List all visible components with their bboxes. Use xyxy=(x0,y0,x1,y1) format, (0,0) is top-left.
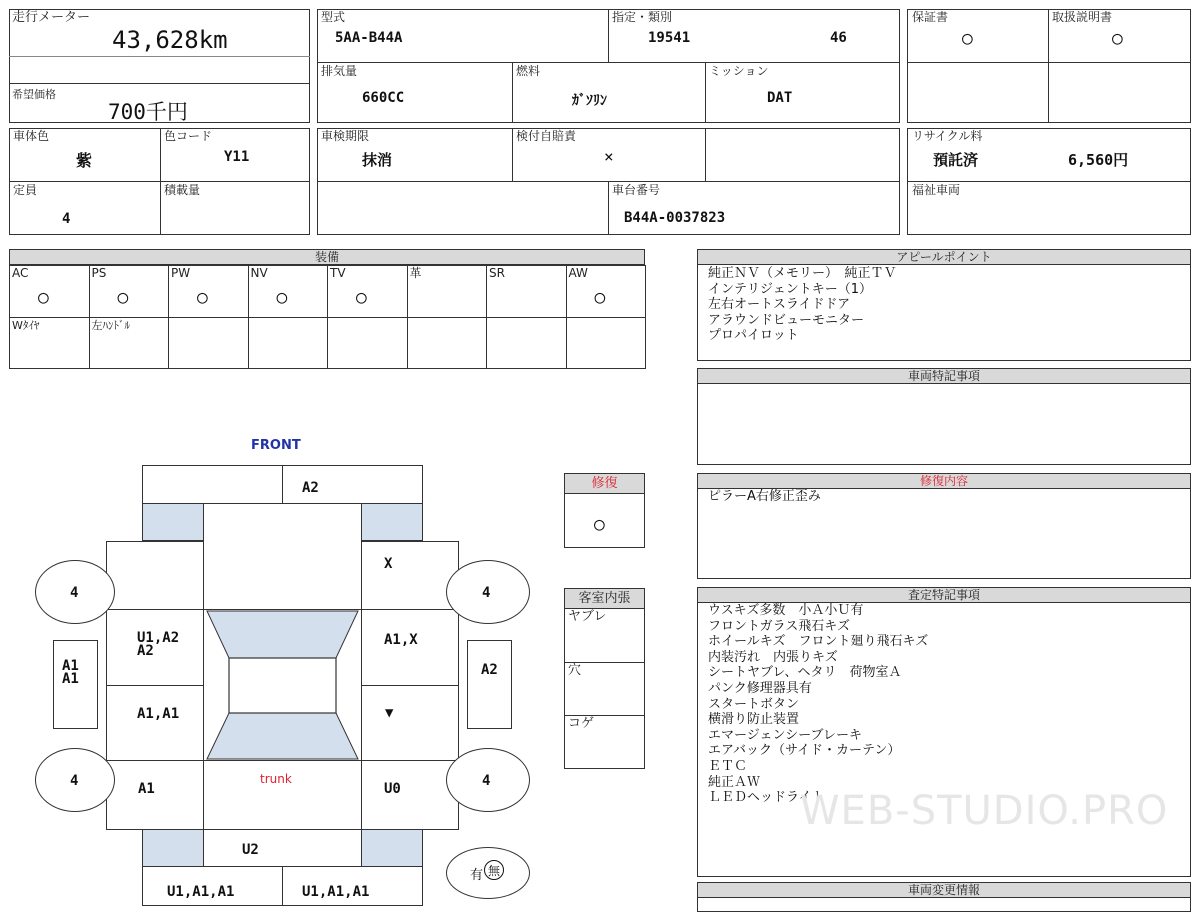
right-front-door-label: A1,X xyxy=(384,632,418,648)
designation-value-1: 19541 xyxy=(648,30,691,46)
chassis-value: B44A-0037823 xyxy=(624,210,726,226)
displacement-label: 排気量 xyxy=(321,64,358,78)
hood[interactable] xyxy=(203,503,362,610)
model-value: 5AA-B44A xyxy=(335,30,403,46)
recycle-amount: 6,560円 xyxy=(1068,151,1129,169)
text-line: 純正ＡＷ xyxy=(708,774,761,790)
appeal-title: アピールポイント xyxy=(698,250,1190,265)
equipment-label: AC xyxy=(12,266,29,280)
equipment-mark: ○ xyxy=(594,287,606,308)
transmission-label: ミッション xyxy=(709,64,769,78)
model-label: 型式 xyxy=(321,10,346,24)
fuel-value: ｶﾞｿﾘﾝ xyxy=(572,93,607,109)
inspection-value: 抹消 xyxy=(362,151,393,169)
repair-value: ○ xyxy=(594,514,605,535)
front-label: FRONT xyxy=(251,438,301,453)
equipment-extra-cell-6 xyxy=(407,317,488,369)
right-side-panel[interactable] xyxy=(467,640,512,729)
body-color-label: 車体色 xyxy=(13,129,50,143)
equipment-mark: ○ xyxy=(117,287,129,308)
recycle-status: 預託済 xyxy=(933,151,979,169)
change-info-title: 車両変更情報 xyxy=(698,883,1190,898)
odometer-label: 走行メーター xyxy=(12,10,91,25)
recycle-label: リサイクル料 xyxy=(912,129,983,143)
equipment-extra-cell-3 xyxy=(168,317,249,369)
text-line: フロントガラス飛石キズ xyxy=(708,618,850,634)
interior-row-burn: コゲ xyxy=(568,716,595,731)
wheel-front-right-label: 4 xyxy=(482,585,491,601)
right-rear-door-label: ▼ xyxy=(385,705,394,721)
equipment-extra-cell-5 xyxy=(327,317,408,369)
equipment-title: 装備 xyxy=(10,250,644,265)
equipment-label: AW xyxy=(568,266,588,280)
text-line: ＬＥＤヘッドライト xyxy=(708,790,825,806)
right-front-fender[interactable] xyxy=(361,541,459,610)
color-code-label: 色コード xyxy=(164,129,213,143)
transmission-value: DAT xyxy=(767,90,793,106)
rear-right-pillar xyxy=(361,829,423,867)
interior-row-hole: 穴 xyxy=(568,663,582,678)
spare-tire-ari: 有 xyxy=(470,868,484,883)
designation-value-2: 46 xyxy=(830,30,847,46)
warranty-box xyxy=(907,9,1191,123)
load-label: 積載量 xyxy=(164,183,201,197)
inspector-notes-lines xyxy=(708,603,928,806)
left-rear-fender[interactable] xyxy=(106,760,204,830)
insurance-label: 検付自賠責 xyxy=(516,129,577,143)
rear-panel[interactable] xyxy=(203,829,362,867)
color-code-value: Y11 xyxy=(224,149,250,165)
front-right-pillar xyxy=(361,503,423,541)
text-line: プロパイロット xyxy=(708,328,799,344)
right-side-panel-label: A2 xyxy=(481,662,498,678)
front-left-pillar xyxy=(142,503,204,541)
front-panel-label: A2 xyxy=(302,480,319,496)
text-line: ホイールキズ フロント廻り飛石キズ xyxy=(708,634,929,650)
trunk-label: trunk xyxy=(260,772,292,786)
text-line: シートヤブレ、ヘタリ 荷物室Ａ xyxy=(708,665,902,681)
vehicle-notes-title: 車両特記事項 xyxy=(698,369,1190,384)
inspector-notes-title: 査定特記事項 xyxy=(698,588,1190,603)
rear-bumper-right-label: U1,A1,A1 xyxy=(302,884,370,900)
warranty-value: ○ xyxy=(962,28,973,49)
repair-label: 修復 xyxy=(565,474,644,494)
text-line: 左右オートスライドドア xyxy=(708,297,851,313)
wheel-rear-left-label: 4 xyxy=(70,773,79,789)
spare-tire-nashi: 無 xyxy=(484,860,504,880)
equipment-mark: ○ xyxy=(197,287,208,308)
left-side-panel-label: A1 A1 xyxy=(62,658,79,687)
insurance-value: × xyxy=(604,147,614,166)
manual-value: ○ xyxy=(1112,28,1123,49)
left-rear-door-label: A1,A1 xyxy=(137,706,180,722)
repair-detail-title: 修復内容 xyxy=(698,474,1190,489)
right-rear-fender[interactable] xyxy=(361,760,459,830)
text-line: インテリジェントキー（1） xyxy=(708,281,873,297)
equipment-label: NV xyxy=(250,266,268,280)
text-line: パンク修理器具有 xyxy=(708,680,812,696)
chassis-label: 車台番号 xyxy=(612,183,661,197)
text-line: ピラーA右修正歪み xyxy=(708,489,821,504)
left-front-door-label: U1,A2 A2 xyxy=(137,630,180,659)
displacement-value: 660CC xyxy=(362,90,405,106)
appeal-lines xyxy=(708,266,897,344)
warranty-label: 保証書 xyxy=(912,10,949,24)
rear-panel-label: U2 xyxy=(242,842,259,858)
body-color-value: 紫 xyxy=(76,151,93,170)
equipment-mark: ○ xyxy=(356,287,367,308)
right-front-fender-label: X xyxy=(384,556,393,572)
wheel-front-left-label: 4 xyxy=(70,585,79,601)
welfare-label: 福祉車両 xyxy=(912,183,961,197)
trunk[interactable] xyxy=(203,760,362,830)
price-value: 700千円 xyxy=(108,100,188,124)
equipment-extra-cell-7 xyxy=(486,317,567,369)
text-line: エマージェンシーブレーキ xyxy=(708,727,862,743)
equipment-extra-cell-4 xyxy=(248,317,329,369)
rear-left-pillar xyxy=(142,829,204,867)
capacity-label: 定員 xyxy=(13,183,38,197)
watermark: WEB-STUDIO.PRO xyxy=(800,788,1169,834)
text-line: スタートボタン xyxy=(708,696,800,712)
manual-label: 取扱説明書 xyxy=(1052,10,1113,24)
text-line: ウスキズ多数 小Ａ小Ｕ有 xyxy=(708,603,864,618)
equipment-label: PS xyxy=(91,266,107,280)
wheel-rear-right-label: 4 xyxy=(482,773,491,789)
equipment-label: SR xyxy=(489,266,505,280)
equipment-mark: ○ xyxy=(38,287,49,308)
text-line: 横滑り防止装置 xyxy=(708,712,800,728)
text-line: ＥＴＣ xyxy=(708,758,748,774)
fuel-label: 燃料 xyxy=(516,64,541,78)
interior-row-tear: ヤブレ xyxy=(568,609,607,624)
left-rear-door[interactable] xyxy=(106,685,204,761)
equipment-label: TV xyxy=(330,266,346,280)
interior-title: 客室内張 xyxy=(565,589,644,609)
text-line: エアバック（サイド・カーテン） xyxy=(708,743,901,759)
equipment-label: PW xyxy=(171,266,191,280)
left-front-fender[interactable] xyxy=(106,541,204,610)
text-line: 純正ＮＶ（メモリー） 純正ＴＶ xyxy=(708,266,897,281)
equipment-label: 革 xyxy=(409,266,422,280)
equipment-extra-cell-8 xyxy=(566,317,647,369)
roof-glass xyxy=(203,609,362,761)
capacity-value: 4 xyxy=(62,211,71,227)
text-line: 内装汚れ 内張りキズ xyxy=(708,649,838,665)
left-rear-fender-label: A1 xyxy=(138,781,155,797)
rear-bumper-left-label: U1,A1,A1 xyxy=(167,884,235,900)
price-label: 希望価格 xyxy=(12,88,56,101)
text-line: アラウンドビューモニター xyxy=(708,312,865,328)
odometer-value: 43,628km xyxy=(112,26,228,54)
right-rear-fender-label: U0 xyxy=(384,781,401,797)
inspection-label: 車検期限 xyxy=(321,129,370,143)
equipment-extra-label: 左ﾊﾝﾄﾞﾙ xyxy=(91,319,130,332)
equipment-mark: ○ xyxy=(276,287,288,308)
repair-detail-lines xyxy=(708,489,821,505)
designation-label: 指定・類別 xyxy=(612,10,673,24)
right-rear-door[interactable] xyxy=(361,685,459,761)
equipment-extra-label: Wﾀｲﾔ xyxy=(12,319,40,332)
